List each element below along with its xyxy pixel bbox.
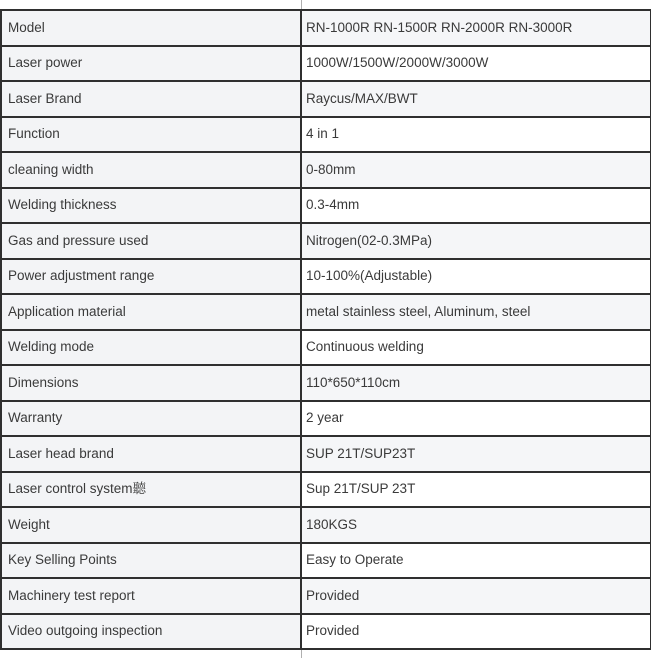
spec-value-cell: 180KGS [302, 508, 650, 542]
spec-name-cell: cleaning width [2, 153, 302, 187]
spec-value-cell: 0-80mm [302, 153, 650, 187]
spec-name-cell: Video outgoing inspection [2, 615, 302, 649]
spec-name-cell: Model [2, 11, 302, 45]
spec-value-cell: Continuous welding [302, 331, 650, 365]
table-row [2, 80, 650, 116]
spec-value-cell: Sup 21T/SUP 23T [302, 473, 650, 507]
spec-name-cell: Warranty [2, 402, 302, 436]
spec-name-cell: Laser Brand [2, 82, 302, 116]
spec-value-cell: Raycus/MAX/BWT [302, 82, 650, 116]
spec-name-cell: Dimensions [2, 366, 302, 400]
column-divider-continuation-bottom [301, 650, 302, 658]
spec-value-cell: 110*650*110cm [302, 366, 650, 400]
table-row [2, 435, 650, 471]
spec-name-cell: Power adjustment range [2, 260, 302, 294]
spec-rows [0, 9, 651, 650]
spec-name-cell: Machinery test report [2, 579, 302, 613]
table-row [2, 542, 650, 578]
table-row [2, 258, 650, 294]
table-row [2, 293, 650, 329]
table-row [2, 613, 650, 649]
spec-value-cell: metal stainless steel, Aluminum, steel [302, 295, 650, 329]
spec-value-cell: 0.3-4mm [302, 189, 650, 223]
table-row [2, 400, 650, 436]
table-row [2, 364, 650, 400]
spec-name-cell: Welding thickness [2, 189, 302, 223]
table-row [2, 187, 650, 223]
spec-value-cell: 4 in 1 [302, 118, 650, 152]
table-row [2, 471, 650, 507]
spec-value-cell: 1000W/1500W/2000W/3000W [302, 47, 650, 81]
spec-name-cell: Gas and pressure used [2, 224, 302, 258]
spec-name-cell: Laser power [2, 47, 302, 81]
column-divider-continuation-top [301, 0, 302, 9]
spec-name-cell: Weight [2, 508, 302, 542]
spec-value-cell: 2 year [302, 402, 650, 436]
spec-name-cell: Application material [2, 295, 302, 329]
spec-value-cell: Provided [302, 615, 650, 649]
table-row [2, 45, 650, 81]
table-row [2, 151, 650, 187]
spec-value-cell: RN-1000R RN-1500R RN-2000R RN-3000R [302, 11, 650, 45]
spec-value-cell: SUP 21T/SUP23T [302, 437, 650, 471]
spec-name-cell: Laser control system聽 [2, 473, 302, 507]
spec-value-cell: Easy to Operate [302, 544, 650, 578]
table-row [2, 9, 650, 45]
cropped-row-top [0, 0, 651, 9]
spec-name-cell: Function [2, 118, 302, 152]
cropped-row-bottom [0, 650, 651, 658]
table-row [2, 329, 650, 365]
table-row [2, 116, 650, 152]
spec-name-cell: Laser head brand [2, 437, 302, 471]
spec-name-cell: Key Selling Points [2, 544, 302, 578]
spec-value-cell: 10-100%(Adjustable) [302, 260, 650, 294]
spec-value-cell: Nitrogen(02-0.3MPa) [302, 224, 650, 258]
table-row [2, 506, 650, 542]
spec-value-cell: Provided [302, 579, 650, 613]
table-row [2, 222, 650, 258]
spec-name-cell: Welding mode [2, 331, 302, 365]
table-row [2, 577, 650, 613]
